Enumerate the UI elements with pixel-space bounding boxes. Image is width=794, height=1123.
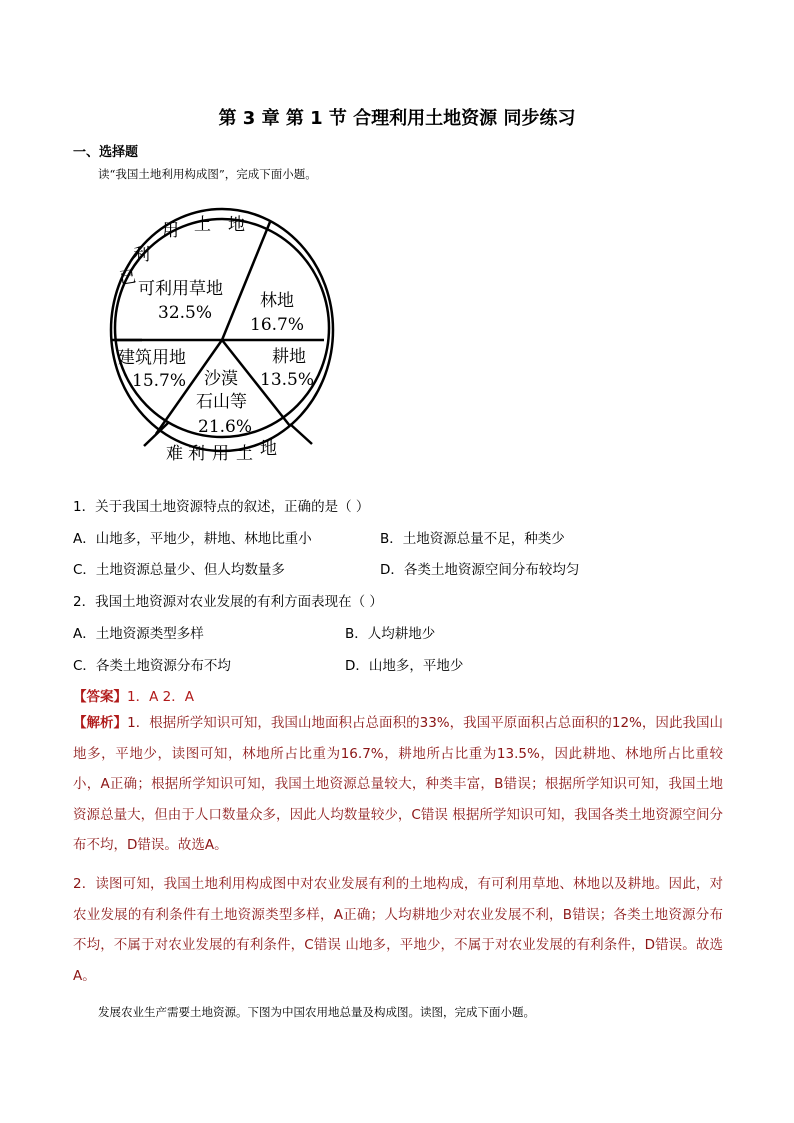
- analysis-1-text: 1．根据所学知识可知，我国山地面积占总面积的33%，我国平原面积占总面积的12%，因此我国山地多，平地少，读图可知，林地所占比重为16.7%，耕地所占比重为13.5%，因此耕地、林地所占比重较小，A正确；根据所学知识可知，我国土地资源总量较大，种类丰富，B错误；根据所学知识可知，我国土地资源总量大，但由于人口数量众多，因此人均数量较少，C错误 根据所学知识可知，我国各类土地资源空间分布不均，D错误。故选A。: [73, 715, 724, 853]
- segment-label: 石山等: [196, 392, 247, 412]
- answer-text: 1．A 2．A: [127, 689, 194, 705]
- q2-option-d: D．山地多，平地少: [345, 658, 464, 674]
- segment-value: 15.7%: [132, 371, 187, 391]
- svg-text:地: 地: [228, 215, 245, 235]
- section-title: 一、选择题: [73, 145, 139, 160]
- intro-text-2: 发展农业生产需要土地资源。下图为中国农用地总量及构成图。读图，完成下面小题。: [98, 1005, 535, 1019]
- segment-label: 沙漠: [204, 369, 238, 389]
- analysis-2: 2．读图可知，我国土地利用构成图中对农业发展有利的土地构成，有可利用草地、林地以及耕地。因此，对农业发展的有利条件有土地资源类型多样，A正确；人均耕地少对农业发展不利，B错误；各类土地资源分布不均，不属于对农业发展的有利条件，C错误 山地多，平地少，不属于对农业发展的有利条件，D错误。故选A。: [73, 876, 723, 984]
- segment-label: 可利用草地: [138, 279, 223, 299]
- svg-text:用: 用: [212, 444, 229, 462]
- segment-label: 耕地: [272, 347, 306, 367]
- q2-option-c: C．各类土地资源分布不均: [73, 658, 231, 674]
- segment-value: 16.7%: [250, 315, 305, 335]
- answer-line: [73, 685, 194, 705]
- analysis-label: 【解析】: [73, 715, 128, 731]
- q2-option-a: A．土地资源类型多样: [73, 626, 204, 642]
- segment-value: 13.5%: [260, 370, 315, 390]
- svg-text:土: 土: [194, 215, 211, 235]
- segment-label: 林地: [260, 291, 294, 311]
- answer-label: 【答案】: [73, 689, 127, 705]
- analysis-1: [73, 708, 723, 861]
- question-1-stem: 1．关于我国土地资源特点的叙述，正确的是（ ）: [73, 499, 370, 515]
- q1-option-b: B．土地资源总量不足，种类少: [380, 531, 565, 547]
- svg-text:难: 难: [166, 444, 183, 462]
- segment-label: 建筑用地: [118, 348, 186, 368]
- q1-option-c: C．土地资源总量少、但人均数量多: [73, 562, 285, 578]
- outer-label-top: 已: [117, 266, 138, 289]
- intro-text-1: 读“我国土地利用构成图”，完成下面小题。: [98, 167, 317, 181]
- q1-option-d: D．各类土地资源空间分布较均匀: [380, 562, 580, 578]
- page-title: 第 3 章 第 1 节 合理利用土地资源 同步练习: [218, 108, 576, 129]
- q2-option-b: B．人均耕地少: [345, 626, 436, 642]
- svg-text:地: 地: [260, 439, 277, 459]
- segment-value: 21.6%: [198, 417, 253, 437]
- outer-label-top-2: 利: [133, 245, 150, 265]
- svg-text:土: 土: [236, 444, 253, 462]
- segment-value: 32.5%: [158, 303, 213, 323]
- svg-text:用: 用: [162, 221, 179, 241]
- land-use-diagram: [100, 196, 340, 462]
- q1-option-a: A．山地多，平地少，耕地、林地比重小: [73, 531, 312, 547]
- svg-text:利: 利: [188, 444, 205, 462]
- question-2-stem: 2．我国土地资源对农业发展的有利方面表现在（ ）: [73, 594, 383, 610]
